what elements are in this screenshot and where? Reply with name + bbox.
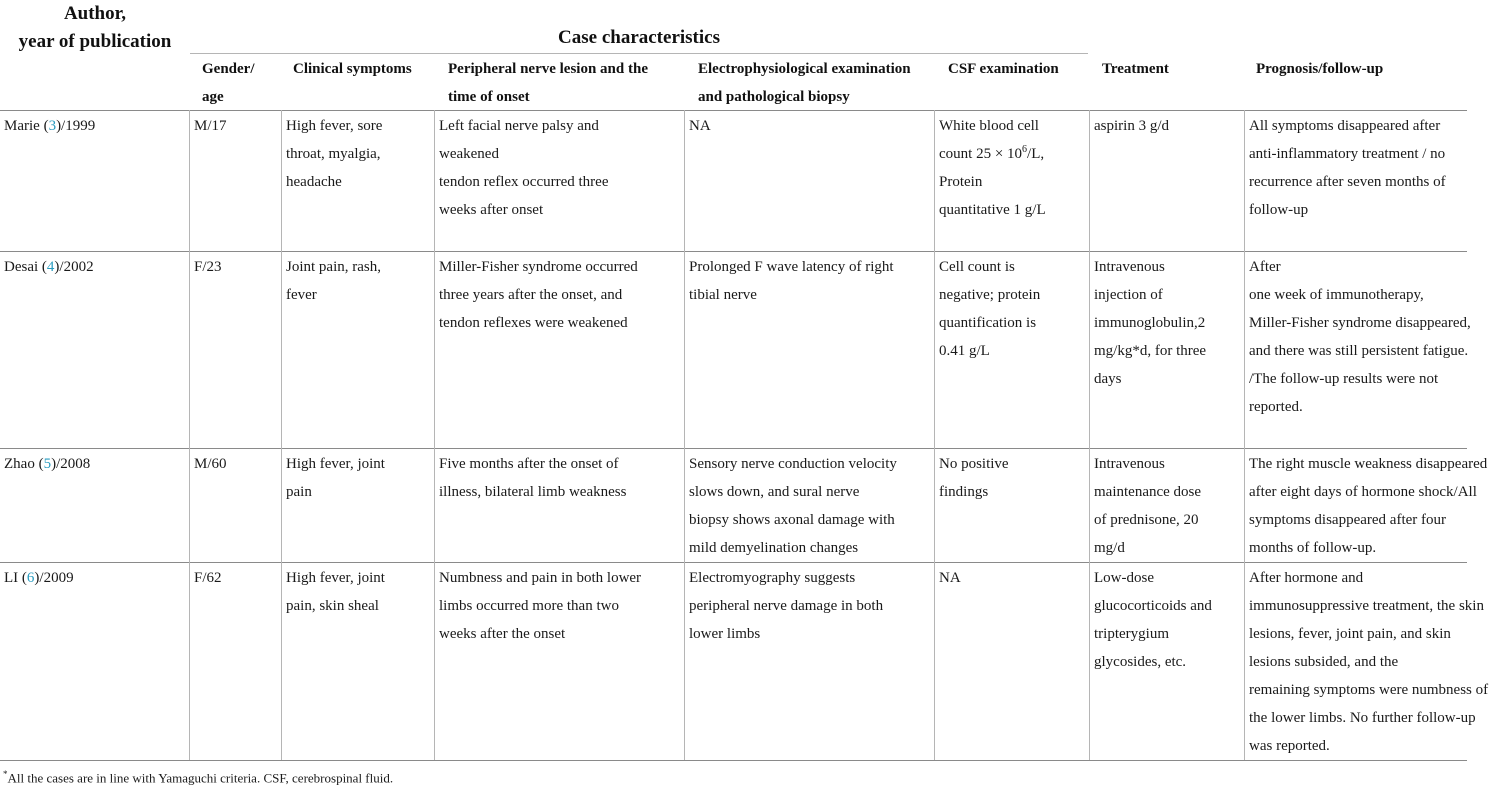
cell-prognosis: After hormone and immunosuppressive treatment, the skin lesions, fever, joint pain, and skin lesions subsided, and the remaining symptoms were numbness of the lower limbs. No further follow-up was reported. (1249, 570, 1489, 754)
cell-gender-age: F/62 (194, 570, 222, 586)
cell-electrophysiology: Prolonged F wave latency of right tibial nerve (689, 259, 894, 303)
col-header-prognosis: Prognosis/follow-up (1256, 61, 1384, 77)
header-author-year: Author, year of publication (18, 3, 172, 52)
cell-nerve-lesion: Numbness and pain in both lower limbs occurred more than two weeks after the onset (439, 570, 642, 642)
csf-line: count $25 \times 10^6/L$, (939, 144, 1045, 162)
cell-clinical-symptoms: High fever, joint pain (286, 456, 385, 500)
cell-csf: NA (939, 570, 961, 586)
author-name: LI ( (4, 570, 27, 586)
cell-prognosis: After one week of immunotherapy, Miller-Fisher syndrome disappeared, and there was still persistent fatigue. /The follow-up results were not reported. (1249, 259, 1471, 415)
cell-csf: No positive findings (939, 456, 1009, 500)
row-divider (0, 562, 1467, 563)
csf-line: Protein quantitative 1 g/L (939, 174, 1046, 218)
cell-csf: Cell count is negative; protein quantification is 0.41 g/L (939, 259, 1041, 359)
case-characteristics-rule (190, 53, 1088, 54)
csf-line: White blood cell (939, 118, 1039, 134)
author-year: )/1999 (56, 118, 96, 134)
cell-author (4, 112, 95, 140)
row-divider (0, 251, 1467, 252)
table-footnote (3, 765, 393, 787)
footnote-mark: * (3, 769, 8, 779)
cell-electrophysiology: NA (689, 118, 711, 134)
header-bottom-rule (0, 110, 1467, 111)
cell-electrophysiology: Sensory nerve conduction velocity slows down, and sural nerve biopsy shows axonal damage with mild demyelination changes (689, 456, 897, 556)
cell-prognosis: All symptoms disappeared after anti-inflammatory treatment / no recurrence after seven months of follow-up (1249, 118, 1446, 218)
table-row-marie (0, 112, 1467, 250)
col-header-nerve-lesion: Peripheral nerve lesion and the time of onset (448, 61, 648, 105)
cell-prognosis: The right muscle weakness disappeared after eight days of hormone shock/All symptoms disappeared after four months of follow-up. (1249, 456, 1488, 556)
row-divider (0, 448, 1467, 449)
cell-treatment: Intravenous maintenance dose of prednisone, 20 mg/d (1094, 456, 1202, 556)
col-header-treatment: Treatment (1102, 61, 1169, 77)
reference-link[interactable]: 6 (26, 570, 35, 586)
table-bottom-rule (0, 760, 1467, 761)
table-row-zhao (0, 450, 1488, 561)
cell-gender-age: F/23 (194, 259, 222, 275)
cell-csf (939, 112, 1087, 224)
reference-link[interactable]: 4 (46, 259, 55, 275)
cell-treatment: aspirin 3 g/d (1094, 118, 1169, 134)
author-year: )/2002 (54, 259, 94, 275)
author-name: Marie ( (4, 118, 49, 134)
cell-clinical-symptoms: High fever, sore throat, myalgia, headache (286, 118, 383, 190)
cell-clinical-symptoms: Joint pain, rash, fever (286, 259, 381, 303)
cell-treatment: Low-dose glucocorticoids and tripterygium glycosides, etc. (1094, 570, 1212, 670)
cell-electrophysiology: Electromyography suggests peripheral nerve damage in both lower limbs (689, 570, 884, 642)
reference-link[interactable]: 3 (48, 118, 57, 134)
table-row-li (0, 564, 1489, 759)
author-year: )/2008 (51, 456, 91, 472)
footnote-text: All the cases are in line with Yamaguchi criteria. CSF, cerebrospinal fluid. (7, 770, 394, 786)
author-name: Zhao ( (4, 456, 44, 472)
cell-clinical-symptoms: High fever, joint pain, skin sheal (286, 570, 385, 614)
author-year: )/2009 (34, 570, 74, 586)
header-case-characteristics: Case characteristics (558, 27, 720, 48)
cell-gender-age: M/17 (194, 118, 227, 134)
cell-nerve-lesion: Five months after the onset of illness, bilateral limb weakness (439, 456, 627, 500)
col-header-clinical-symptoms: Clinical symptoms (293, 61, 412, 77)
cell-nerve-lesion: Left facial nerve palsy and weakened tendon reflex occurred three weeks after onset (439, 118, 609, 218)
cell-nerve-lesion: Miller-Fisher syndrome occurred three years after the onset, and tendon reflexes were weakened (439, 259, 638, 331)
cell-treatment: Intravenous injection of immunoglobulin,2 mg/kg*d, for three days (1094, 259, 1207, 387)
col-header-csf: CSF examination (948, 61, 1059, 77)
cell-author (4, 564, 74, 592)
col-header-gender-age: Gender/ age (202, 61, 255, 105)
author-name: Desai ( (4, 259, 47, 275)
cell-gender-age: M/60 (194, 456, 227, 472)
col-header-electrophysiology: Electrophysiological examination and pathological biopsy (698, 61, 911, 105)
reference-link[interactable]: 5 (43, 456, 52, 472)
cell-author (4, 253, 94, 281)
table-row-desai (0, 253, 1471, 447)
cell-author (4, 450, 90, 478)
